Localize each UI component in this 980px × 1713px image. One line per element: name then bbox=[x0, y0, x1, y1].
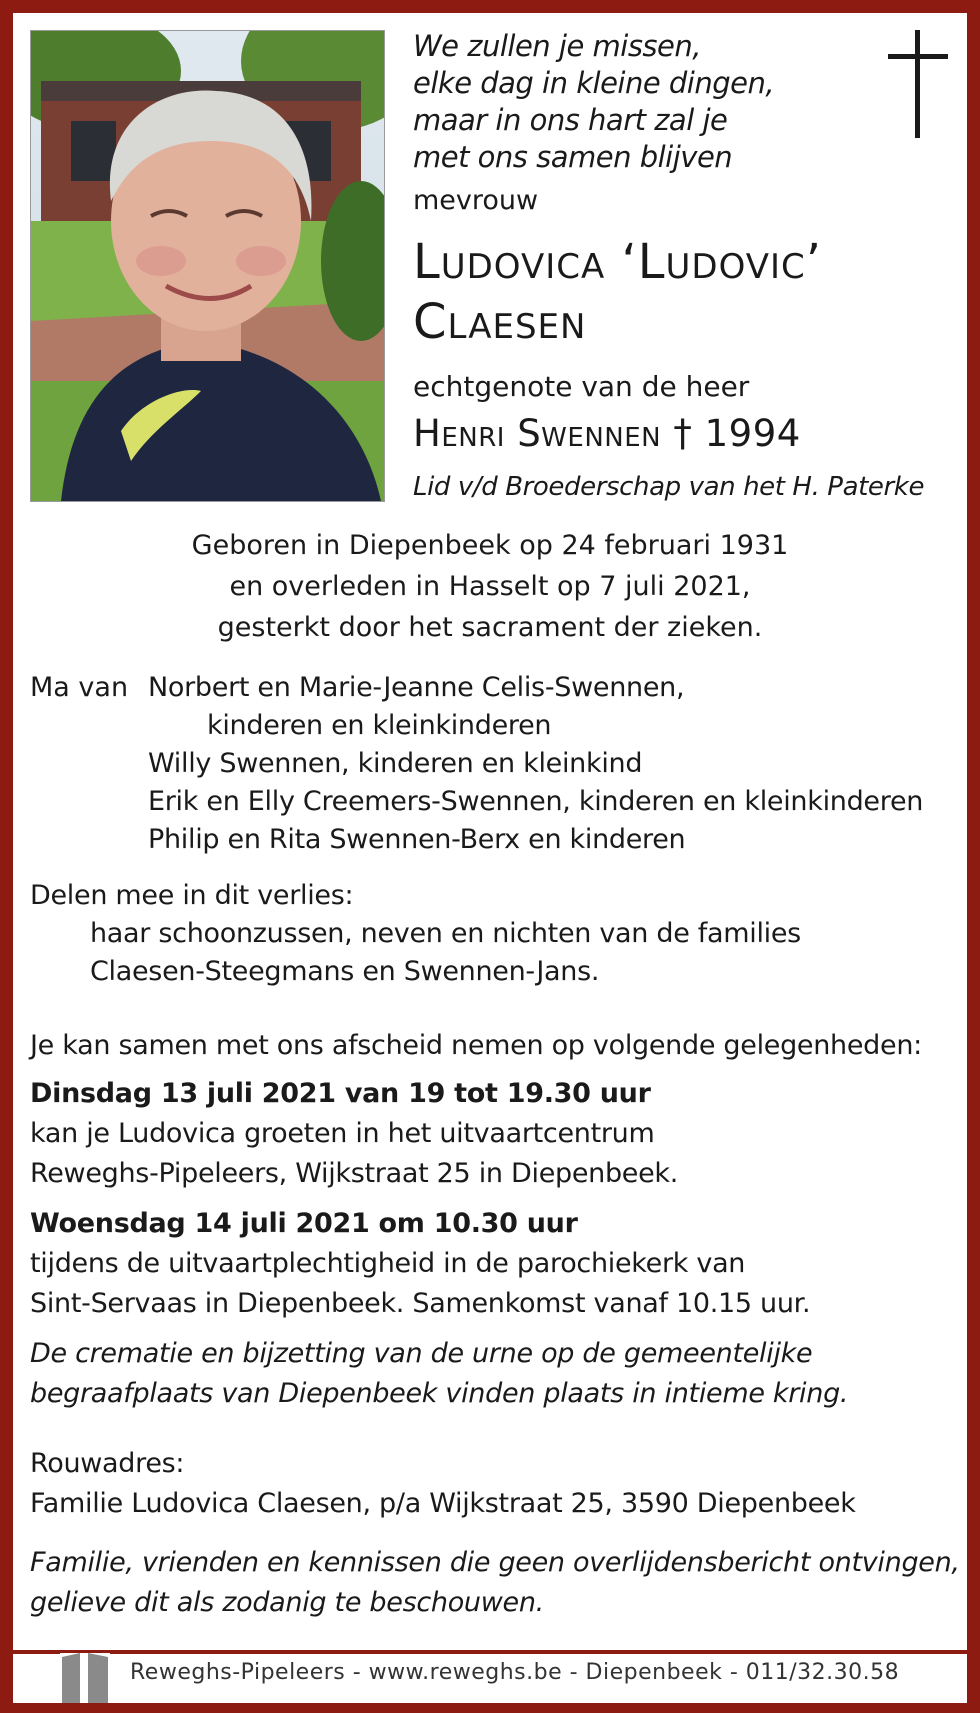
cross-icon bbox=[888, 30, 948, 138]
child-line: kinderen en kleinkinderen bbox=[207, 710, 552, 741]
child-line: Norbert en Marie-Jeanne Celis-Swennen, bbox=[148, 672, 685, 703]
name-line: Claesen bbox=[413, 294, 587, 350]
farewell-intro: Je kan samen met ons afscheid nemen op volgende gelegenheden: bbox=[30, 1030, 922, 1061]
verse-line: maar in ons hart zal je bbox=[413, 103, 728, 137]
title-prefix: mevrouw bbox=[413, 185, 539, 216]
verse-line: met ons samen blijven bbox=[413, 140, 733, 174]
event2-line: tijdens de uitvaartplechtigheid in de parochiekerk van bbox=[30, 1248, 746, 1279]
child-line: Philip en Rita Swennen-Berx en kinderen bbox=[148, 824, 686, 855]
birth-death bbox=[0, 525, 980, 648]
share-label: Delen mee in dit verlies: bbox=[30, 880, 354, 911]
share-line: haar schoonzussen, neven en nichten van de families bbox=[90, 918, 801, 949]
birth-death-line: en overleden in Hasselt op 7 juli 2021, bbox=[229, 571, 751, 602]
child-line: Erik en Elly Creemers-Swennen, kinderen en kleinkinderen bbox=[148, 786, 924, 817]
deceased-name bbox=[413, 232, 822, 352]
event2-line: Sint-Servaas in Diepenbeek. Samenkomst vanaf 10.15 uur. bbox=[30, 1288, 811, 1319]
cremation-line: begraafplaats van Diepenbeek vinden plaats in intieme kring. bbox=[30, 1378, 849, 1409]
cremation-line: De crematie en bijzetting van de urne op de gemeentelijke bbox=[30, 1338, 813, 1369]
address-label: Rouwadres: bbox=[30, 1448, 185, 1479]
portrait-photo bbox=[30, 30, 385, 502]
footer-divider bbox=[0, 1650, 980, 1654]
footer-text: Reweghs-Pipeleers - www.reweghs.be - Diepenbeek - 011/32.30.58 bbox=[130, 1660, 900, 1685]
notice-line: gelieve dit als zodanig te beschouwen. bbox=[30, 1587, 544, 1618]
spouse-name: Henri Swennen † 1994 bbox=[413, 412, 801, 455]
name-line: Ludovica ‘Ludovic’ bbox=[413, 234, 823, 290]
event2-date: Woensdag 14 juli 2021 om 10.30 uur bbox=[30, 1208, 578, 1239]
spouse-intro: echtgenote van de heer bbox=[413, 370, 750, 403]
funeral-home-logo bbox=[60, 1647, 110, 1703]
verse-line: elke dag in kleine dingen, bbox=[413, 66, 775, 100]
share-line: Claesen-Steegmans en Swennen-Jans. bbox=[90, 956, 600, 987]
notice-line: Familie, vrienden en kennissen die geen overlijdensbericht ontvingen, bbox=[30, 1547, 960, 1578]
verse bbox=[413, 28, 774, 176]
address: Familie Ludovica Claesen, p/a Wijkstraat 25, 3590 Diepenbeek bbox=[30, 1488, 856, 1519]
event1-date: Dinsdag 13 juli 2021 van 19 tot 19.30 uur bbox=[30, 1078, 651, 1109]
membership: Lid v/d Broederschap van het H. Paterke bbox=[413, 472, 925, 502]
event1-line: kan je Ludovica groeten in het uitvaartcentrum bbox=[30, 1118, 655, 1149]
child-line: Willy Swennen, kinderen en kleinkind bbox=[148, 748, 643, 779]
children-label: Ma van bbox=[30, 672, 129, 703]
event1-line: Reweghs-Pipeleers, Wijkstraat 25 in Diepenbeek. bbox=[30, 1158, 679, 1189]
birth-death-line: Geboren in Diepenbeek op 24 februari 1931 bbox=[191, 530, 789, 561]
birth-death-line: gesterkt door het sacrament der zieken. bbox=[217, 612, 763, 643]
verse-line: We zullen je missen, bbox=[413, 29, 701, 63]
